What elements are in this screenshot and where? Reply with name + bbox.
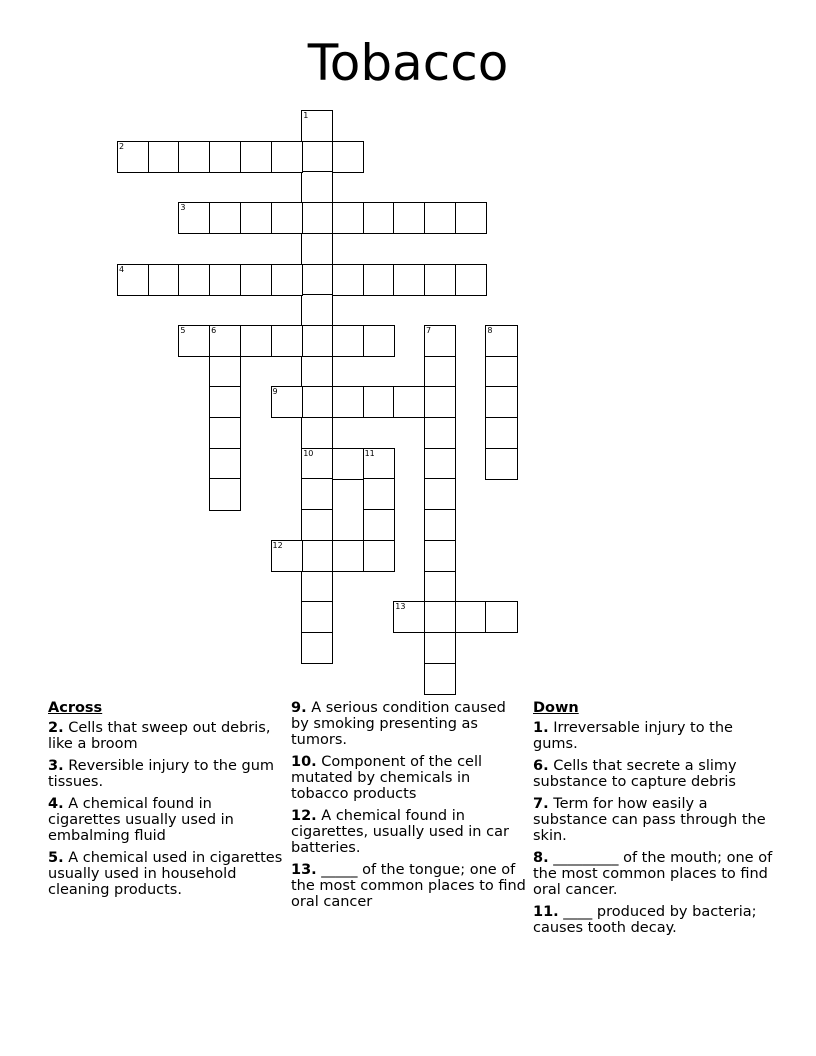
clue-number: 1 — [303, 111, 309, 120]
crossword-cell[interactable] — [209, 417, 241, 449]
crossword-cell[interactable] — [332, 325, 364, 357]
puzzle-title: Tobacco — [307, 34, 509, 92]
crossword-cell[interactable] — [485, 601, 517, 633]
crossword-cell[interactable] — [301, 478, 333, 510]
crossword-cell[interactable] — [301, 386, 333, 418]
crossword-cell[interactable] — [424, 632, 456, 664]
crossword-cell[interactable] — [424, 325, 456, 357]
clue-across-4: 4. A chemical found in cigarettes usually used in embalming fluid — [48, 796, 234, 844]
crossword-cell[interactable] — [301, 356, 333, 388]
crossword-cell[interactable] — [363, 448, 395, 480]
across-clues-column-1 — [48, 700, 284, 904]
crossword-cell[interactable] — [301, 294, 333, 326]
crossword-cell[interactable] — [485, 417, 517, 449]
crossword-cell[interactable] — [271, 386, 303, 418]
crossword-cell[interactable] — [301, 233, 333, 265]
crossword-cell[interactable] — [209, 448, 241, 480]
crossword-cell[interactable] — [332, 386, 364, 418]
crossword-cell[interactable] — [424, 663, 456, 695]
crossword-cell[interactable] — [301, 540, 333, 572]
clue-number: 4 — [119, 264, 125, 274]
crossword-cell[interactable] — [455, 601, 487, 633]
crossword-cell[interactable] — [301, 110, 333, 142]
clue-number: 7 — [426, 325, 432, 335]
crossword-cell[interactable] — [332, 540, 364, 572]
crossword-cell[interactable] — [424, 264, 456, 296]
clue-across-5: 5. A chemical used in cigarettes usually used in household cleaning products. — [48, 850, 283, 898]
crossword-cell[interactable] — [363, 264, 395, 296]
crossword-cell[interactable] — [209, 141, 241, 173]
crossword-cell[interactable] — [209, 386, 241, 418]
crossword-cell[interactable] — [271, 540, 303, 572]
crossword-cell[interactable] — [363, 386, 395, 418]
crossword-cell[interactable] — [455, 264, 487, 296]
clue-across-9: 9. A serious condition caused by smoking presenting as tumors. — [291, 700, 506, 748]
clue-number: 10 — [303, 448, 314, 458]
crossword-cell[interactable] — [209, 478, 241, 510]
crossword-cell[interactable] — [301, 417, 333, 449]
crossword-cell[interactable] — [301, 264, 333, 296]
crossword-cell[interactable] — [332, 448, 364, 480]
crossword-cell[interactable] — [301, 632, 333, 664]
crossword-cell[interactable] — [424, 386, 456, 418]
crossword-cell[interactable] — [209, 356, 241, 388]
crossword-cell[interactable] — [485, 356, 517, 388]
clue-across-10: 10. Component of the cell mutated by chemicals in tobacco products — [291, 754, 483, 802]
crossword-cell[interactable] — [301, 141, 333, 173]
crossword-cell[interactable] — [424, 417, 456, 449]
crossword-cell[interactable] — [271, 264, 303, 296]
crossword-cell[interactable] — [393, 601, 425, 633]
clue-down-1: 1. Irreversable injury to the gums. — [533, 720, 733, 752]
crossword-cell[interactable] — [209, 202, 241, 234]
down-clues-column — [533, 700, 773, 942]
clue-number: 9 — [272, 387, 278, 397]
crossword-cell[interactable] — [301, 448, 333, 480]
crossword-cell[interactable] — [301, 202, 333, 234]
crossword-cell[interactable] — [178, 264, 210, 296]
crossword-cell[interactable] — [424, 540, 456, 572]
clue-number: 3 — [180, 203, 186, 213]
crossword-cell[interactable] — [485, 448, 517, 480]
crossword-cell[interactable] — [271, 202, 303, 234]
crossword-cell[interactable] — [424, 478, 456, 510]
crossword-cell[interactable] — [363, 478, 395, 510]
crossword-cell[interactable] — [332, 264, 364, 296]
crossword-cell[interactable] — [424, 448, 456, 480]
crossword-cell[interactable] — [393, 202, 425, 234]
crossword-cell[interactable] — [240, 202, 272, 234]
crossword-cell[interactable] — [209, 325, 241, 357]
crossword-cell[interactable] — [424, 509, 456, 541]
crossword-cell[interactable] — [455, 202, 487, 234]
crossword-cell[interactable] — [271, 325, 303, 357]
crossword-cell[interactable] — [301, 325, 333, 357]
crossword-cell[interactable] — [332, 202, 364, 234]
clue-across-13: 13. _____ of the tongue; one of the most common places to find oral cancer — [291, 862, 526, 910]
crossword-cell[interactable] — [117, 141, 149, 173]
crossword-cell[interactable] — [117, 264, 149, 296]
crossword-cell[interactable] — [424, 356, 456, 388]
crossword-cell[interactable] — [424, 601, 456, 633]
crossword-cell[interactable] — [363, 540, 395, 572]
crossword-cell[interactable] — [271, 141, 303, 173]
crossword-cell[interactable] — [393, 264, 425, 296]
crossword-cell[interactable] — [240, 264, 272, 296]
crossword-cell[interactable] — [301, 171, 333, 203]
crossword-cell[interactable] — [424, 571, 456, 603]
crossword-cell[interactable] — [363, 325, 395, 357]
down-heading: Down — [533, 700, 579, 716]
across-heading: Across — [48, 700, 103, 716]
clue-number: 5 — [180, 325, 186, 335]
crossword-cell[interactable] — [393, 386, 425, 418]
clue-down-7: 7. Term for how easily a substance can pass through the skin. — [533, 796, 766, 844]
clue-number: 8 — [487, 325, 493, 335]
clue-number: 11 — [364, 448, 375, 458]
crossword-cell[interactable] — [148, 141, 180, 173]
clue-number: 6 — [211, 325, 217, 335]
clue-across-2: 2. Cells that sweep out debris, like a broom — [48, 720, 271, 752]
crossword-cell[interactable] — [178, 202, 210, 234]
clue-down-11: 11. ____ produced by bacteria; causes tooth decay. — [533, 904, 757, 936]
crossword-cell[interactable] — [363, 509, 395, 541]
clue-down-8: 8. _________ of the mouth; one of the most common places to find oral cancer. — [533, 850, 773, 898]
crossword-cell[interactable] — [240, 325, 272, 357]
crossword-cell[interactable] — [178, 325, 210, 357]
crossword-cell[interactable] — [240, 141, 272, 173]
crossword-cell[interactable] — [301, 601, 333, 633]
crossword-cell[interactable] — [301, 571, 333, 603]
clue-number: 2 — [119, 141, 125, 151]
crossword-cell[interactable] — [178, 141, 210, 173]
crossword-cell[interactable] — [485, 386, 517, 418]
crossword-cell[interactable] — [485, 325, 517, 357]
crossword-cell[interactable] — [424, 202, 456, 234]
clue-across-3: 3. Reversible injury to the gum tissues. — [48, 758, 275, 790]
across-clues-column-2 — [291, 700, 527, 916]
clue-across-12: 12. A chemical found in cigarettes, usually used in car batteries. — [291, 808, 509, 856]
crossword-cell[interactable] — [209, 264, 241, 296]
clue-number: 13 — [395, 602, 406, 612]
crossword-cell[interactable] — [363, 202, 395, 234]
clue-number: 12 — [272, 540, 283, 550]
crossword-cell[interactable] — [301, 509, 333, 541]
crossword-cell[interactable] — [332, 141, 364, 173]
crossword-cell[interactable] — [148, 264, 180, 296]
clue-down-6: 6. Cells that secrete a slimy substance to capture debris — [533, 758, 737, 790]
